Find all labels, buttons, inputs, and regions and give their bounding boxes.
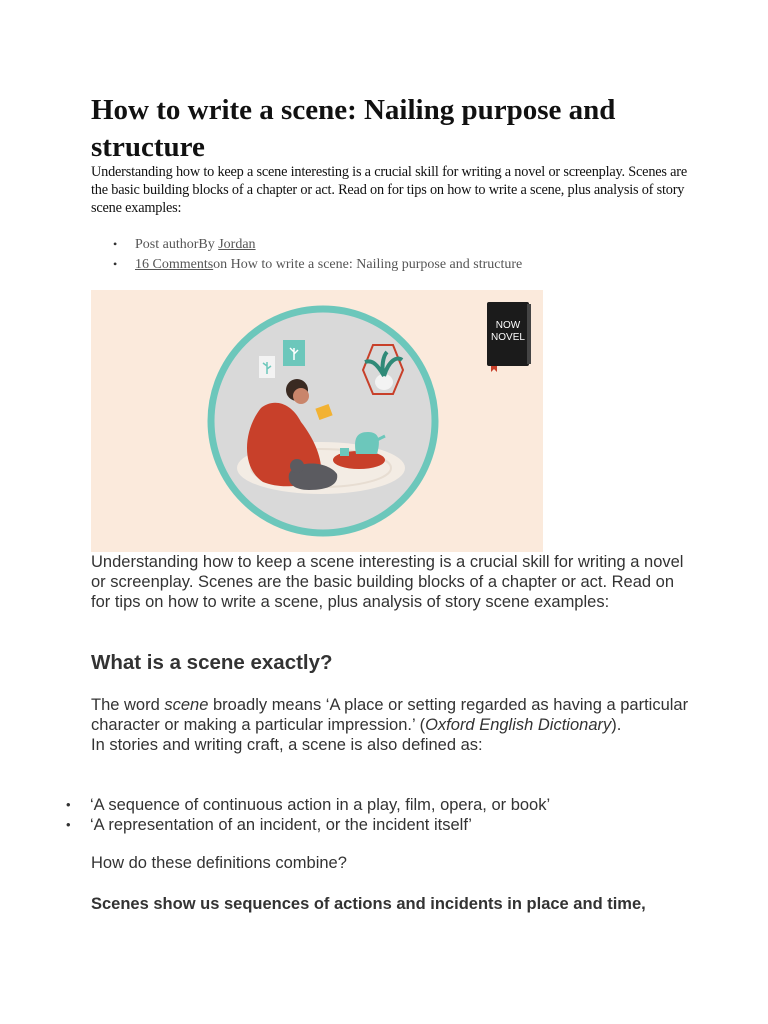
teapot-icon: [355, 432, 379, 454]
definition-close: ).: [611, 716, 622, 734]
author-link[interactable]: Jordan: [218, 237, 256, 252]
combine-question: How do these definitions combine?: [91, 854, 347, 872]
comments-item: [91, 255, 691, 275]
book-label-line1: NOW: [495, 320, 521, 331]
article-intro-repeat: Understanding how to keep a scene interesting is a crucial skill for writing a novel or screenplay. Scenes are the basic building blocks of a chapter or act. Read on for tips on how to write a scene, plus analysis of story scene examples:: [91, 553, 684, 611]
definition-paragraph: [91, 695, 691, 755]
reading-scene-illustration: [91, 290, 543, 552]
definition-lead: The word: [91, 696, 165, 714]
article-title: How to write a scene: Nailing purpose and structure: [91, 94, 616, 163]
definition-term: scene: [164, 696, 209, 714]
definitions-list: [66, 795, 706, 835]
scene-circle: [211, 309, 435, 533]
comments-suffix: on How to write a scene: Nailing purpose and structure: [213, 256, 523, 272]
definition-source: Oxford English Dictionary: [425, 716, 612, 734]
bold-statement: Scenes show us sequences of actions and incidents in place and time,: [91, 895, 646, 913]
section-heading: What is a scene exactly?: [91, 651, 333, 674]
post-author-item: [91, 235, 691, 255]
list-item: • ‘A representation of an incident, or the incident itself’: [66, 815, 706, 835]
comments-link[interactable]: 16 Comments: [135, 256, 214, 272]
post-meta: [91, 235, 691, 274]
definition-follow: In stories and writing craft, a scene is also defined as:: [91, 736, 483, 754]
definition-quote: broadly means ‘A place or setting regarded as having a particular character or making a particular impression.’ (: [91, 696, 689, 734]
book-label-line2: NOVEL: [491, 332, 525, 343]
hero-illustration: [91, 290, 543, 552]
article-intro: Understanding how to keep a scene interesting is a crucial skill for writing a novel or screenplay. Scenes are the basic building blocks of a chapter or act. Read on for tips on how to write a scene, plus analysis of story scene examples:: [91, 164, 687, 216]
post-author-label: Post authorBy: [135, 237, 219, 252]
list-item: • ‘A sequence of continuous action in a play, film, opera, or book’: [66, 795, 706, 815]
